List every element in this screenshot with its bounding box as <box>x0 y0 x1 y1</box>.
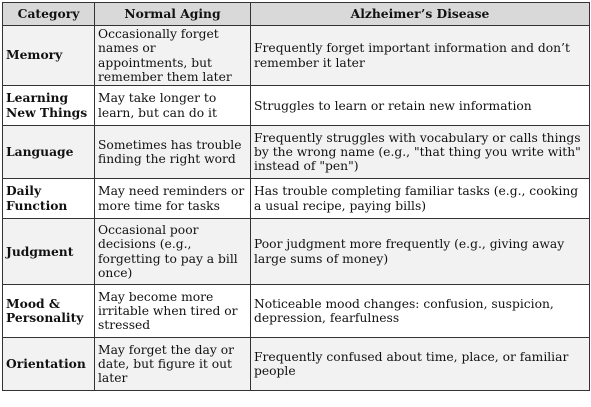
category-cell: Language <box>3 126 95 179</box>
normal-aging-cell: May become more irritable when tired or stressed <box>95 285 251 338</box>
category-cell: Orientation <box>3 338 95 391</box>
alzheimers-cell: Frequently forget important information and don’t remember it later <box>251 26 590 86</box>
table-row-judgment <box>3 219 590 285</box>
table-row-daily-function <box>3 179 590 219</box>
alzheimers-cell: Struggles to learn or retain new information <box>251 86 590 126</box>
table-row-language <box>3 126 590 179</box>
table-row-mood-personality <box>3 285 590 338</box>
header-normal-aging: Normal Aging <box>95 3 251 26</box>
alzheimers-cell: Poor judgment more frequently (e.g., giving away large sums of money) <box>251 219 590 285</box>
table-row-orientation <box>3 338 590 391</box>
comparison-table <box>2 2 590 391</box>
normal-aging-cell: Occasional poor decisions (e.g., forgetting to pay a bill once) <box>95 219 251 285</box>
alzheimers-cell: Noticeable mood changes: confusion, suspicion, depression, fearfulness <box>251 285 590 338</box>
normal-aging-cell: May need reminders or more time for tasks <box>95 179 251 219</box>
normal-aging-cell: May take longer to learn, but can do it <box>95 86 251 126</box>
header-alzheimers-disease: Alzheimer’s Disease <box>251 3 590 26</box>
category-cell: Learning New Things <box>3 86 95 126</box>
normal-aging-cell: May forget the day or date, but figure it out later <box>95 338 251 391</box>
header-category: Category <box>3 3 95 26</box>
category-cell: Judgment <box>3 219 95 285</box>
alzheimers-cell: Frequently confused about time, place, or familiar people <box>251 338 590 391</box>
table-row-memory <box>3 26 590 86</box>
header-row <box>3 3 590 26</box>
alzheimers-cell: Frequently struggles with vocabulary or calls things by the wrong name (e.g., "that thing you write with" instead of "pen") <box>251 126 590 179</box>
category-cell: Mood & Personality <box>3 285 95 338</box>
category-cell: Memory <box>3 26 95 86</box>
table-row-learning <box>3 86 590 126</box>
normal-aging-cell: Sometimes has trouble finding the right word <box>95 126 251 179</box>
category-cell: Daily Function <box>3 179 95 219</box>
normal-aging-cell: Occasionally forget names or appointments, but remember them later <box>95 26 251 86</box>
alzheimers-cell: Has trouble completing familiar tasks (e.g., cooking a usual recipe, paying bills) <box>251 179 590 219</box>
